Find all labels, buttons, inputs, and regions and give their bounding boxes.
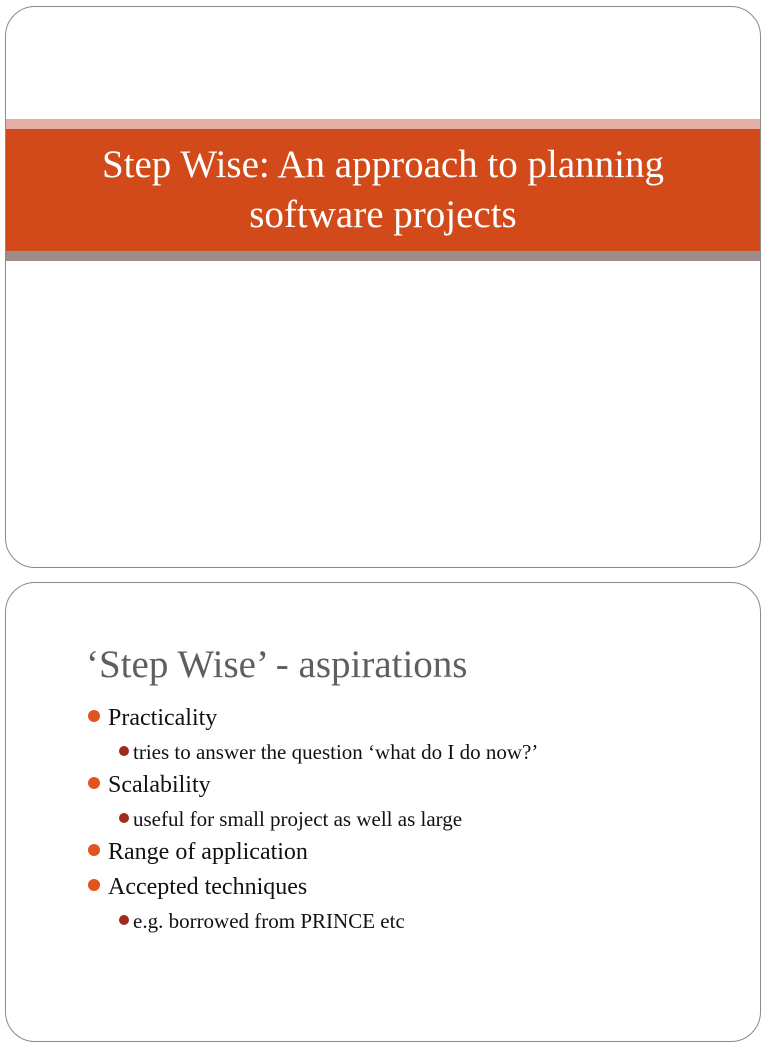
bullet-scalability [86, 770, 538, 800]
sub-bullet-dot-icon [119, 813, 129, 823]
bullet-text: Scalability [108, 772, 211, 798]
sub-bullet-practicality [86, 739, 538, 765]
bullet-text: Practicality [108, 705, 218, 731]
title-band [6, 129, 760, 251]
bullet-dot-icon [88, 710, 100, 722]
sub-bullet-text: useful for small project as well as large [133, 807, 463, 831]
slide-2 [5, 582, 761, 1042]
title-band-top-stripe [6, 119, 760, 129]
sub-bullet-text: tries to answer the question ‘what do I do now?’ [133, 740, 539, 764]
sub-bullet-scalability [86, 806, 538, 832]
bullet-text: Range of application [108, 839, 308, 865]
bullet-dot-icon [88, 879, 100, 891]
bullet-dot-icon [88, 844, 100, 856]
title-band-bottom-stripe [6, 251, 760, 261]
sub-bullet-dot-icon [119, 915, 129, 925]
bullet-range-of-application [86, 837, 538, 867]
bullet-text: Accepted techniques [108, 874, 308, 900]
bullet-list [86, 703, 538, 934]
sub-bullet-dot-icon [119, 746, 129, 756]
slide-2-title: ‘Step Wise’ - aspirations [86, 643, 468, 686]
bullet-practicality [86, 703, 538, 733]
bullet-accepted-techniques [86, 872, 538, 902]
slide-1 [5, 6, 761, 568]
sub-bullet-accepted-techniques [86, 908, 538, 934]
slide-1-title: Step Wise: An approach to planning software projects [101, 143, 665, 236]
bullet-dot-icon [88, 777, 100, 789]
sub-bullet-text: e.g. borrowed from PRINCE etc [133, 909, 405, 933]
